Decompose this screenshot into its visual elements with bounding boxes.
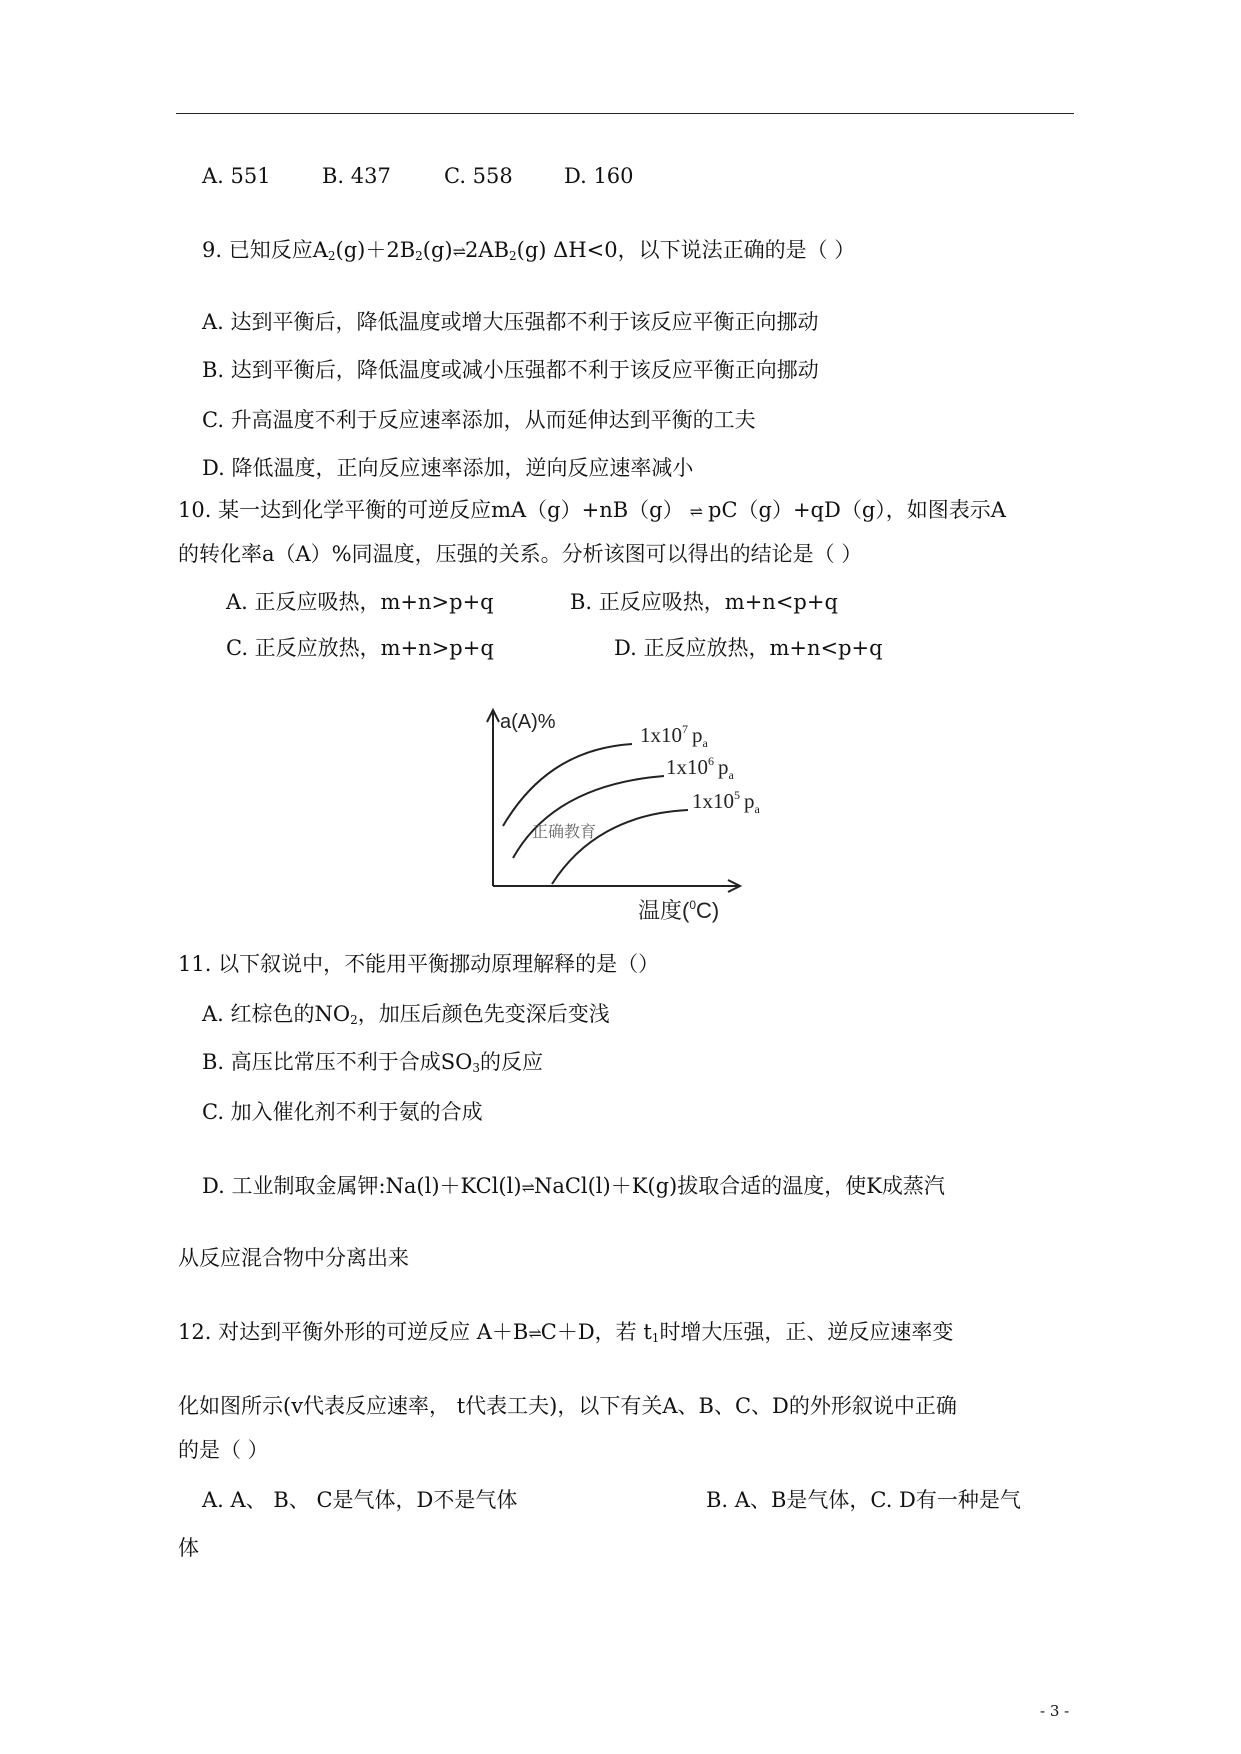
- q10-option-b: B. 正反应吸热，m+n<p+q: [570, 590, 838, 614]
- equilibrium-arrow-icon: ⇌: [528, 1324, 541, 1343]
- q12-option-a: A. A、 B、 C是气体，D不是气体: [202, 1488, 518, 1512]
- page-number: - 3 -: [1040, 1702, 1070, 1720]
- q9-option-a: A. 达到平衡后，降低温度或增大压强都不利于该反应平衡正向挪动: [202, 310, 819, 334]
- equilibrium-arrow-icon: ⇌: [689, 502, 702, 521]
- q10-option-a: A. 正反应吸热，m+n>p+q: [226, 590, 494, 614]
- equilibrium-arrow-icon: ⇌: [452, 242, 466, 261]
- curve-label-1e6: $1x10^6$ $p_a$: [666, 754, 734, 782]
- q11-stem: 11. 以下叙说中，不能用平衡挪动原理解释的是（）: [178, 952, 660, 976]
- q11-option-d-continued: 从反应混合物中分离出来: [178, 1246, 409, 1270]
- q9-stem: 9. 已知反应$A_2(g)+2B_2(g)\rightleftharpoons 2AB_2(g)$ ΔH<0，以下说法正确的是（ ）: [202, 238, 856, 263]
- q11-option-d: D. 工业制取金属钾:Na(l)＋KCl(l)⇌NaCl(l)＋K(g)拔取合适的温度，使K成蒸汽: [202, 1174, 945, 1198]
- q12-stem-line3: 的是（ ）: [178, 1438, 269, 1462]
- q10-option-c: C. 正反应放热，m+n>p+q: [226, 636, 494, 660]
- q11-option-a: A. 红棕色的$NO_2$，加压后颜色先变深后变浅: [202, 1002, 610, 1027]
- curve-label-1e5: $1x10^5$ $p_a$: [692, 788, 760, 816]
- q12-stem-line1: 12. 对达到平衡外形的可逆反应 A＋B⇌C＋D，若 $t_1$时增大压强，正、逆反应速率变: [178, 1320, 954, 1345]
- q12-option-b: B. A、B是气体，C. D有一种是气: [706, 1488, 1021, 1512]
- equilibrium-arrow-icon: ⇌: [521, 1178, 534, 1197]
- y-axis-label: a(A)%: [500, 711, 556, 733]
- q8-option-b: B. 437: [322, 164, 391, 188]
- q12-option-b-continued: 体: [178, 1536, 199, 1560]
- q11-option-c: C. 加入催化剂不利于氨的合成: [202, 1100, 483, 1124]
- watermark-text: 正确教育: [532, 822, 597, 841]
- q12-stem-line2: 化如图所示(v代表反应速率， t代表工夫)，以下有关A、B、C、D的外形叙说中正确: [178, 1394, 957, 1418]
- header-rule: [176, 113, 1074, 114]
- q11-option-b: B. 高压比常压不利于合成$SO_3$的反应: [202, 1050, 544, 1075]
- q9-option-b: B. 达到平衡后，降低温度或减小压强都不利于该反应平衡正向挪动: [202, 358, 819, 382]
- q9-option-c: C. 升高温度不利于反应速率添加，从而延伸达到平衡的工夫: [202, 408, 756, 432]
- q10-option-d: D. 正反应放热，m+n<p+q: [614, 636, 883, 660]
- q8-option-c: C. 558: [444, 164, 513, 188]
- q8-option-d: D. 160: [564, 164, 634, 188]
- curve-label-1e7: $1x10^7$ $p_a$: [640, 722, 708, 750]
- q9-option-d: D. 降低温度，正向反应速率添加，逆向反应速率减小: [202, 456, 694, 480]
- conversion-temperature-graph: [470, 700, 800, 930]
- q8-option-a: A. 551: [202, 164, 271, 188]
- x-axis-label: 温度($^0$C): [638, 898, 720, 923]
- q10-stem-line2: 的转化率a（A）%同温度，压强的关系。分析该图可以得出的结论是（ ）: [178, 542, 863, 566]
- q10-stem-line1: 10. 某一达到化学平衡的可逆反应mA（g）+nB（g） ⇌ pC（g）+qD（g），如图表示A: [178, 498, 1006, 522]
